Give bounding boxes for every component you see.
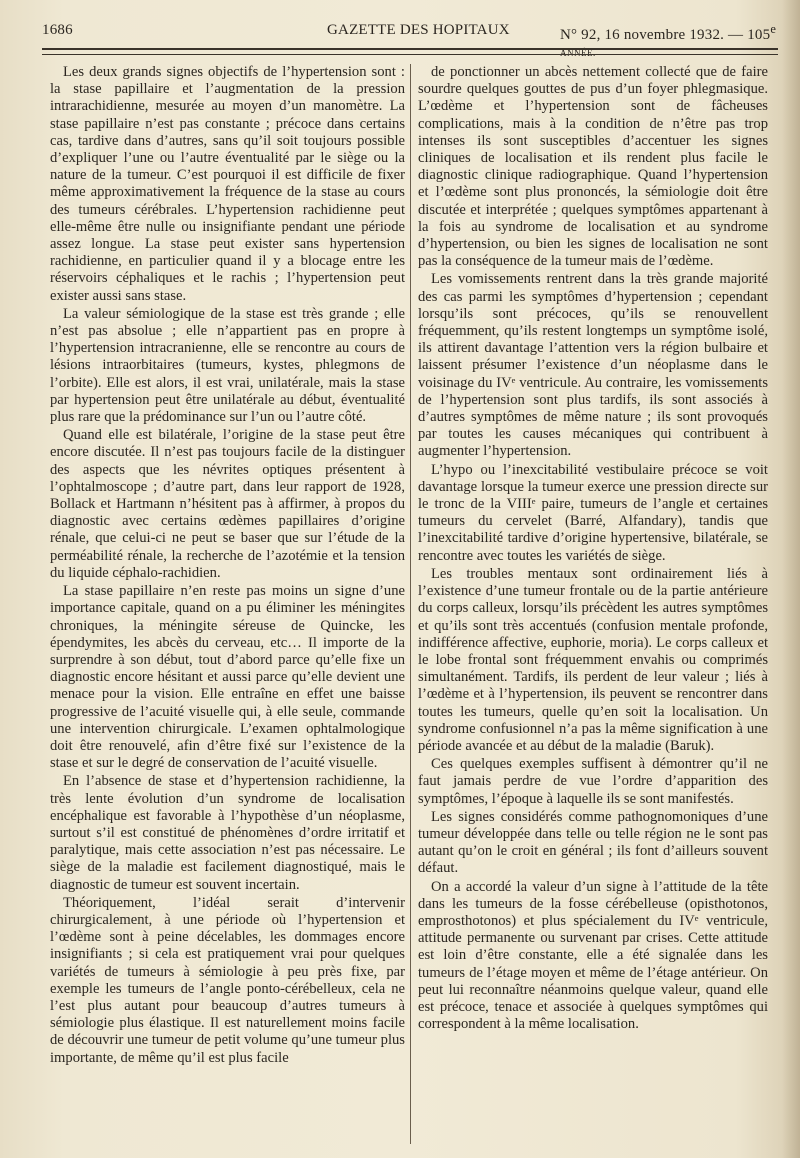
issue-superscript: e	[770, 22, 777, 36]
paragraph: Ces quelques exemples suffisent à démontrer qu’il ne faut jamais perdre de vue l’ordre d’apparition des symptômes, l’époque à laquelle ils se sont manifestés.	[418, 756, 768, 807]
paragraph: La stase papillaire n’en reste pas moins un signe d’une importance capitale, quand on a pu éliminer les méningites chroniques, la méningite séreuse de Quincke, les épendymites, les abcès du cerveau, etc… Il importe de la surprendre à son début, tout d’abord parce qu’elle fixe un diagnostic encore hésitant et aussi parce qu’elle devient une menace pour la vision. Elle entraîne en effet une baisse progressive de l’acuité visuelle qui, à elle seule, commande une intervention chirurgicale. L’examen ophtalmologique doit être renouvelé, afin d’être fixé sur l’existence de la stase et sur le degré de conservation de l’acuité visuelle.	[50, 583, 405, 772]
paragraph: Les vomissements rentrent dans la très grande majorité des cas parmi les symptômes d’hypertension ; cependant lorsqu’ils sont précoces, qu’ils se renouvellent fréquemment, qu’ils restent longtemps un symptôme isolé, ils attirent davantage l’attention vers la région bulbaire et laissent présumer l’existence d’un néoplasme dans le voisinage du IVᵉ ventricule. Au contraire, les vomissements de l’hypertension sont plus tardifs, ils sont associés à d’autres symptômes de même nature ; ils sont provoqués par toutes les causes mécaniques qui contribuent à augmenter l’hypertension.	[418, 271, 768, 460]
paragraph: En l’absence de stase et d’hypertension rachidienne, la très lente évolution d’un syndrome de localisation encéphalique est favorable à l’hypothèse d’un néoplasme, surtout s’il est constitué de phénomènes d’ordre irritatif et paralytique, mais cette association n’est pas nécessaire. Le siège de la maladie est facilement diagnostiqué, mais le diagnostic de tumeur est souvent incertain.	[50, 773, 405, 893]
paragraph: L’hypo ou l’inexcitabilité vestibulaire précoce se voit davantage lorsque la tumeur exerce une pression directe sur le tronc de la VIIIᵉ paire, tumeurs de l’angle et certaines tumeurs du cervelet (Barré, Alfandary), tandis que l’inexcitabilité tardive d’origine hypertensive, bilatérale, se rencontre avec toutes les variétés de siège.	[418, 461, 768, 564]
paragraph: Les signes considérés comme pathognomoniques d’une tumeur développée dans telle ou telle région ne le sont pas autant qu’on le croit en général ; ils font d’ailleurs souvent défaut.	[418, 808, 768, 877]
paragraph: Quand elle est bilatérale, l’origine de la stase peut être encore discutée. Il n’est pas toujours facile de la distinguer des aspects que les névrites optiques présentent à l’ophtalmoscope ; d’autre part, dans leur rapport de 1928, Bollack et Hartmann n’hésitent pas à affirmer, à propos du diagnostic avec certains œdèmes papillaires d’origine rénale, que celui-ci ne peut se baser que sur l’étude de la perméabilité rénale, la recherche de l’azotémie et la tension du liquide céphalo-rachidien.	[50, 427, 405, 581]
issue-text: N° 92, 16 novembre 1932. — 105	[560, 27, 771, 43]
right-column	[418, 64, 768, 1033]
header-rule-thick	[42, 48, 778, 50]
paragraph: On a accordé la valeur d’un signe à l’attitude de la tête dans les tumeurs de la fosse cérébelleuse (opisthotonos, emprosthotonos) et plus spécialement du IVᵉ ventricule, attitude permanente ou survenant par crises. Cette attitude est loin d’être constante, elle a été signalée dans les tumeurs de l’étage moyen et même de l’étage antérieur. On peut lui reconnaître néanmoins quelque valeur, quand elle est précoce, tenace et associée à quelques symptômes qui correspondent à la même localisation.	[418, 878, 768, 1033]
paragraph: Les troubles mentaux sont ordinairement liés à l’existence d’une tumeur frontale ou de la partie antérieure du corps calleux, lorsqu’ils précèdent les autres symptômes et qu’ils sont très accentués (confusion mentale profonde, indifférence affective, euphorie, moria). Le corps calleux et le lobe frontal sont fréquemment envahis ou comprimés simultanément. Tardifs, ils perdent de leur valeur ; liés à l’œdème et à l’hypertension, ils peuvent se rencontrer dans toutes les tumeurs, quelle qu’en soit la localisation. Un syndrome confusionnel n’a pas la même signification à une période avancée et au début de la maladie (Baruk).	[418, 565, 768, 754]
journal-title: GAZETTE DES HOPITAUX	[327, 22, 510, 38]
column-divider	[410, 64, 411, 1144]
page-number: 1686	[42, 22, 73, 38]
paragraph: La valeur sémiologique de la stase est très grande ; elle n’est pas absolue ; elle n’appartient pas en propre à l’hypertension intracranienne, elle se rencontre au cours de lésions intraorbitaires (tumeurs, kystes, phlegmons de l’orbite). Elle est alors, il est vrai, unilatérale, mais la stase par hypertension peut être unilatérale au début, éventualité plus rare que la prédominance sur l’un ou l’autre côté.	[50, 305, 405, 426]
issue-line	[560, 22, 780, 61]
paragraph: Les deux grands signes objectifs de l’hypertension sont : la stase papillaire et l’augmentation de la pression intrarachidienne, mesurée au moyen d’un manomètre. La stase papillaire n’est pas constante ; précoce dans certains cas, tardive dans d’autres, sans qu’il soit toujours possible d’expliquer l’une ou l’autre éventualité par le siège ou la nature de la tumeur. C’est pourquoi il est difficile de fixer même approximativement la fréquence de la stase au cours des tumeurs cérébrales. L’hypertension rachidienne peut elle-même être nulle ou insignifiante pendant une période assez longue. La stase peut exister sans hypertension rachidienne, en particulier quand il y a blocage entre les réservoirs céphaliques et le rachis ; l’hypertension peut exister aussi sans stase.	[50, 64, 405, 304]
page-edge-shadow	[782, 0, 800, 1158]
left-column	[50, 64, 405, 1067]
paragraph: Théoriquement, l’idéal serait d’intervenir chirurgicalement, à une période où l’hypertension et l’œdème sont à peine décelables, les dommages encore insignifiants ; si cela est pratiquement vrai pour quelques variétés de tumeurs à sémiologie à peu près fixe, par exemple les tumeurs de l’angle ponto-cérébelleux, cela ne l’est plus autant pour beaucoup d’autres tumeurs à sémiologie plus élastique. Il est naturellement moins facile de découvrir une tumeur de petit volume qu’une tumeur plus importante, de même qu’il est plus facile	[50, 894, 405, 1066]
running-header	[42, 22, 780, 58]
header-rule-thin	[42, 54, 778, 55]
paragraph: de ponctionner un abcès nettement collecté que de faire sourdre quelques gouttes de pus d’un foyer phlegmasique. L’œdème et l’hypertension sont de fâcheuses complications, mais à la condition de n’être pas trop intenses ils sont susceptibles d’accentuer les signes cliniques de localisation et ils rendent plus facile le diagnostic clinique radiographique. Quand l’hypertension et l’œdème sont plus prononcés, la sémiologie doit être discutée et interprétée ; quelques symptômes appartenant à la fois au syndrome de localisation et au syndrome d’hypertension, ou bien les signes de localisation ne sont pas la conséquence de la tumeur mais de l’œdème.	[418, 64, 768, 270]
issue-suffix: ANNÉE.	[560, 48, 596, 58]
